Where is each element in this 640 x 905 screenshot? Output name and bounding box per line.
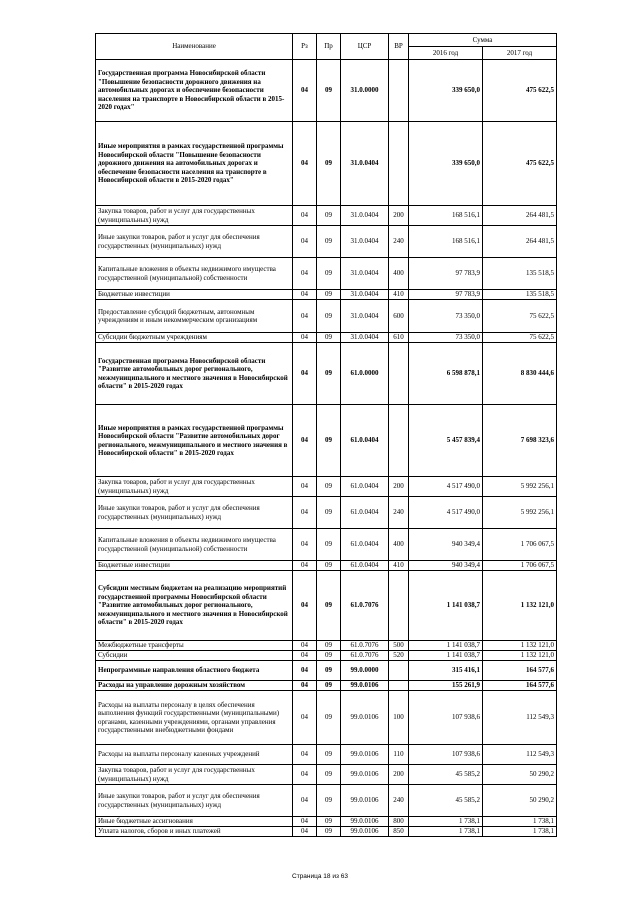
row-sum-2016: 4 517 490,0: [409, 497, 483, 529]
row-rz: 04: [293, 529, 317, 561]
row-csr: 61.0.7076: [341, 571, 389, 641]
table-row: [96, 226, 557, 258]
table-row: [96, 206, 557, 226]
row-pr: 09: [317, 817, 341, 827]
row-csr: 61.0.0000: [341, 343, 389, 405]
row-sum-2017: 1 132 121,0: [483, 651, 557, 661]
row-sum-2017: 112 549,3: [483, 745, 557, 765]
row-name: Иные бюджетные ассигнования: [96, 817, 293, 827]
row-rz: 04: [293, 817, 317, 827]
row-sum-2016: 73 350,0: [409, 300, 483, 333]
row-sum-2017: 1 738,1: [483, 817, 557, 827]
row-rz: 04: [293, 641, 317, 651]
row-pr: 09: [317, 827, 341, 837]
table-row: [96, 561, 557, 571]
row-csr: 31.0.0404: [341, 206, 389, 226]
row-csr: 31.0.0000: [341, 60, 389, 122]
row-rz: 04: [293, 290, 317, 300]
table-row: [96, 529, 557, 561]
row-sum-2017: 75 622,5: [483, 333, 557, 343]
row-name: Субсидии: [96, 651, 293, 661]
row-csr: 99.0.0106: [341, 691, 389, 745]
row-sum-2016: 168 516,1: [409, 226, 483, 258]
row-vr: [389, 681, 409, 691]
row-vr: 800: [389, 817, 409, 827]
row-name: Закупка товаров, работ и услуг для государственных (муниципальных) нужд: [96, 477, 293, 497]
row-csr: 61.0.0404: [341, 561, 389, 571]
row-name: Субсидии местным бюджетам на реализацию мероприятий государственной программы Новосибирской области "Развитие автомобильных дорог регионального, межмуниципального и местного значения в Новосибирской области" в 2015-2020 годах: [96, 571, 293, 641]
table-row: [96, 681, 557, 691]
row-rz: 04: [293, 477, 317, 497]
row-sum-2017: 1 706 067,5: [483, 529, 557, 561]
table-row: [96, 785, 557, 817]
row-pr: 09: [317, 691, 341, 745]
row-sum-2017: 112 549,3: [483, 691, 557, 745]
row-pr: 09: [317, 765, 341, 785]
row-pr: 09: [317, 571, 341, 641]
row-csr: 99.0.0106: [341, 765, 389, 785]
page-number: Страница 18 из 63: [292, 873, 348, 880]
row-name: Закупка товаров, работ и услуг для государственных (муниципальных) нужд: [96, 206, 293, 226]
row-rz: 04: [293, 681, 317, 691]
row-pr: 09: [317, 290, 341, 300]
table-row: [96, 343, 557, 405]
header-sum: Сумма: [409, 34, 557, 47]
row-vr: 200: [389, 477, 409, 497]
row-name: Капитальные вложения в объекты недвижимого имущества государственной (муниципальной) собственности: [96, 529, 293, 561]
row-sum-2016: 339 650,0: [409, 122, 483, 206]
table-row: [96, 651, 557, 661]
header-2017: 2017 год: [483, 47, 557, 60]
row-sum-2016: 1 141 038,7: [409, 571, 483, 641]
row-name: Бюджетные инвестиции: [96, 290, 293, 300]
row-pr: 09: [317, 529, 341, 561]
row-csr: 61.0.0404: [341, 477, 389, 497]
row-sum-2016: 4 517 490,0: [409, 477, 483, 497]
row-rz: 04: [293, 827, 317, 837]
row-name: Расходы на управление дорожным хозяйством: [96, 681, 293, 691]
row-rz: 04: [293, 206, 317, 226]
row-vr: 400: [389, 258, 409, 290]
row-csr: 61.0.7076: [341, 651, 389, 661]
row-sum-2017: 7 698 323,6: [483, 405, 557, 477]
row-vr: [389, 571, 409, 641]
header-vr: ВР: [389, 34, 409, 60]
row-name: Субсидии бюджетным учреждениям: [96, 333, 293, 343]
budget-table: [95, 33, 557, 837]
table-header: [96, 34, 557, 60]
header-rz: Рз: [293, 34, 317, 60]
row-rz: 04: [293, 497, 317, 529]
row-vr: [389, 60, 409, 122]
row-csr: 99.0.0106: [341, 817, 389, 827]
table-row: [96, 745, 557, 765]
table-row: [96, 497, 557, 529]
row-pr: 09: [317, 122, 341, 206]
row-rz: 04: [293, 745, 317, 765]
row-pr: 09: [317, 477, 341, 497]
table-body: [96, 60, 557, 837]
table-row: [96, 571, 557, 641]
row-sum-2016: 97 783,9: [409, 290, 483, 300]
table-row: [96, 290, 557, 300]
row-sum-2017: 475 622,5: [483, 122, 557, 206]
row-vr: 240: [389, 497, 409, 529]
row-sum-2016: 45 585,2: [409, 765, 483, 785]
row-pr: 09: [317, 405, 341, 477]
row-rz: 04: [293, 60, 317, 122]
row-rz: 04: [293, 651, 317, 661]
row-sum-2017: 5 992 256,1: [483, 497, 557, 529]
row-name: Иные закупки товаров, работ и услуг для обеспечения государственных (муниципальных) нужд: [96, 497, 293, 529]
row-vr: 240: [389, 785, 409, 817]
row-sum-2016: 1 738,1: [409, 817, 483, 827]
row-rz: 04: [293, 343, 317, 405]
row-rz: 04: [293, 258, 317, 290]
row-sum-2016: 940 349,4: [409, 529, 483, 561]
row-sum-2017: 164 577,6: [483, 661, 557, 681]
row-sum-2017: 50 290,2: [483, 765, 557, 785]
row-sum-2016: 5 457 839,4: [409, 405, 483, 477]
row-rz: 04: [293, 785, 317, 817]
row-vr: 200: [389, 206, 409, 226]
row-name: Иные мероприятия в рамках государственной программы Новосибирской области "Развитие автомобильных дорог регионального, межмуниципального и местного значения в Новосибирской области" в 2015-2020 годах: [96, 405, 293, 477]
header-csr: ЦСР: [341, 34, 389, 60]
row-csr: 99.0.0000: [341, 661, 389, 681]
row-sum-2016: 45 585,2: [409, 785, 483, 817]
row-sum-2017: 264 481,5: [483, 206, 557, 226]
table-row: [96, 333, 557, 343]
row-sum-2017: 75 622,5: [483, 300, 557, 333]
table-row: [96, 691, 557, 745]
row-rz: 04: [293, 561, 317, 571]
row-csr: 31.0.0404: [341, 290, 389, 300]
row-csr: 99.0.0106: [341, 681, 389, 691]
row-rz: 04: [293, 226, 317, 258]
header-pr: Пр: [317, 34, 341, 60]
row-name: Государственная программа Новосибирской области "Повышение безопасности дорожного движения на автомобильных дорогах и обеспечение безопасности населения на транспорте в Новосибирской области в 2015-2020 годах": [96, 60, 293, 122]
row-csr: 31.0.0404: [341, 122, 389, 206]
row-sum-2016: 315 416,1: [409, 661, 483, 681]
row-name: Бюджетные инвестиции: [96, 561, 293, 571]
table-row: [96, 661, 557, 681]
row-sum-2016: 168 516,1: [409, 206, 483, 226]
row-rz: 04: [293, 405, 317, 477]
table-row: [96, 300, 557, 333]
row-vr: [389, 405, 409, 477]
row-csr: 61.0.0404: [341, 529, 389, 561]
row-csr: 61.0.0404: [341, 405, 389, 477]
row-sum-2017: 135 518,5: [483, 290, 557, 300]
row-rz: 04: [293, 691, 317, 745]
row-sum-2016: 73 350,0: [409, 333, 483, 343]
row-pr: 09: [317, 661, 341, 681]
row-sum-2017: 164 577,6: [483, 681, 557, 691]
table-row: [96, 122, 557, 206]
row-rz: 04: [293, 300, 317, 333]
row-vr: 240: [389, 226, 409, 258]
row-csr: 31.0.0404: [341, 258, 389, 290]
row-vr: 850: [389, 827, 409, 837]
row-vr: 500: [389, 641, 409, 651]
row-name: Государственная программа Новосибирской области "Развитие автомобильных дорог регионального, межмуниципального и местного значения в Новосибирской области" в 2015-2020 годах: [96, 343, 293, 405]
row-sum-2017: 264 481,5: [483, 226, 557, 258]
row-vr: 110: [389, 745, 409, 765]
row-csr: 31.0.0404: [341, 300, 389, 333]
row-sum-2016: 107 938,6: [409, 691, 483, 745]
row-rz: 04: [293, 661, 317, 681]
row-name: Капитальные вложения в объекты недвижимого имущества государственной (муниципальной) собственности: [96, 258, 293, 290]
row-name: Иные закупки товаров, работ и услуг для обеспечения государственных (муниципальных) нужд: [96, 785, 293, 817]
row-pr: 09: [317, 641, 341, 651]
row-rz: 04: [293, 571, 317, 641]
row-vr: 200: [389, 765, 409, 785]
row-pr: 09: [317, 258, 341, 290]
row-sum-2017: 1 132 121,0: [483, 641, 557, 651]
row-pr: 09: [317, 333, 341, 343]
row-sum-2017: 1 738,1: [483, 827, 557, 837]
row-csr: 61.0.7076: [341, 641, 389, 651]
row-name: Предоставление субсидий бюджетным, автономным учреждениям и иным некоммерческим организациям: [96, 300, 293, 333]
row-name: Закупка товаров, работ и услуг для государственных (муниципальных) нужд: [96, 765, 293, 785]
row-name: Расходы на выплаты персоналу в целях обеспечения выполнения функций государственными (муниципальными) органами, казенными учреждениями, органами управления государственными внебюджетными фондами: [96, 691, 293, 745]
row-sum-2016: 1 738,1: [409, 827, 483, 837]
row-csr: 99.0.0106: [341, 785, 389, 817]
row-pr: 09: [317, 681, 341, 691]
row-sum-2016: 339 650,0: [409, 60, 483, 122]
row-csr: 99.0.0106: [341, 827, 389, 837]
row-sum-2017: 8 830 444,6: [483, 343, 557, 405]
row-sum-2017: 1 132 121,0: [483, 571, 557, 641]
row-csr: 61.0.0404: [341, 497, 389, 529]
row-pr: 09: [317, 226, 341, 258]
table-row: [96, 765, 557, 785]
row-pr: 09: [317, 497, 341, 529]
row-pr: 09: [317, 343, 341, 405]
row-csr: 99.0.0106: [341, 745, 389, 765]
row-pr: 09: [317, 785, 341, 817]
row-pr: 09: [317, 561, 341, 571]
row-vr: 610: [389, 333, 409, 343]
table-row: [96, 817, 557, 827]
row-name: Расходы на выплаты персоналу казенных учреждений: [96, 745, 293, 765]
row-sum-2017: 1 706 067,5: [483, 561, 557, 571]
row-vr: [389, 122, 409, 206]
row-csr: 31.0.0404: [341, 333, 389, 343]
row-vr: 520: [389, 651, 409, 661]
row-vr: [389, 661, 409, 681]
row-pr: 09: [317, 206, 341, 226]
row-vr: 100: [389, 691, 409, 745]
row-vr: 410: [389, 561, 409, 571]
table-row: [96, 477, 557, 497]
row-name: Уплата налогов, сборов и иных платежей: [96, 827, 293, 837]
row-vr: 400: [389, 529, 409, 561]
row-csr: 31.0.0404: [341, 226, 389, 258]
table-row: [96, 60, 557, 122]
row-name: Непрограммные направления областного бюджета: [96, 661, 293, 681]
table-row: [96, 641, 557, 651]
row-sum-2016: 1 141 038,7: [409, 651, 483, 661]
row-sum-2016: 155 261,9: [409, 681, 483, 691]
row-sum-2017: 475 622,5: [483, 60, 557, 122]
row-vr: 410: [389, 290, 409, 300]
row-rz: 04: [293, 122, 317, 206]
row-vr: 600: [389, 300, 409, 333]
row-name: Иные мероприятия в рамках государственной программы Новосибирской области "Повышение безопасности дорожного движения на автомобильных дорогах и обеспечение безопасности населения на транспорте в Новосибирской области в 2015-2020 годах": [96, 122, 293, 206]
table-row: [96, 405, 557, 477]
row-rz: 04: [293, 333, 317, 343]
row-sum-2016: 6 598 878,1: [409, 343, 483, 405]
row-rz: 04: [293, 765, 317, 785]
row-vr: [389, 343, 409, 405]
row-sum-2016: 107 938,6: [409, 745, 483, 765]
row-sum-2016: 97 783,9: [409, 258, 483, 290]
header-name: Наименование: [96, 34, 293, 60]
row-pr: 09: [317, 300, 341, 333]
row-sum-2016: 940 349,4: [409, 561, 483, 571]
table-row: [96, 827, 557, 837]
header-2016: 2016 год: [409, 47, 483, 60]
row-sum-2017: 50 290,2: [483, 785, 557, 817]
row-sum-2017: 135 518,5: [483, 258, 557, 290]
row-sum-2017: 5 992 256,1: [483, 477, 557, 497]
row-name: Иные закупки товаров, работ и услуг для обеспечения государственных (муниципальных) нужд: [96, 226, 293, 258]
row-pr: 09: [317, 745, 341, 765]
row-pr: 09: [317, 651, 341, 661]
table-row: [96, 258, 557, 290]
row-pr: 09: [317, 60, 341, 122]
row-name: Межбюджетные трансферты: [96, 641, 293, 651]
row-sum-2016: 1 141 038,7: [409, 641, 483, 651]
